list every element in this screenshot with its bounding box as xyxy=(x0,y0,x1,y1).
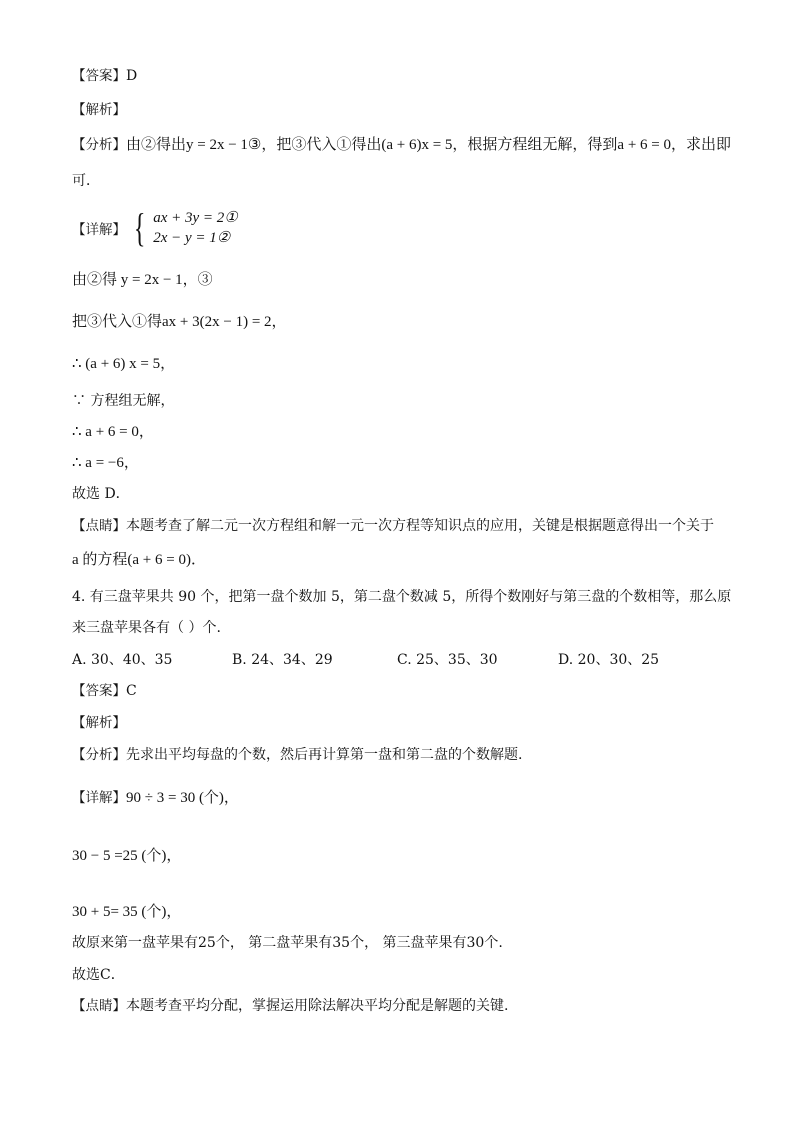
answer-value-q4: C xyxy=(126,683,137,699)
equation-system xyxy=(72,205,238,250)
fenxi-line-q3 xyxy=(72,136,731,154)
detail-tag-q4: 【详解】 xyxy=(72,790,126,806)
detail-line-q4 xyxy=(72,789,239,807)
q4-stem-line2: 来三盘苹果各有（ ）个. xyxy=(72,620,221,636)
analysis-tag-q4: 【解析】 xyxy=(72,715,126,731)
step-7: 故选 D． xyxy=(72,486,130,502)
step-5: ∴ a + 6 = 0， xyxy=(72,424,154,440)
choose: 故选C． xyxy=(72,967,125,983)
option-a: A. 30、40、35 xyxy=(72,652,173,668)
brace-symbol: { xyxy=(133,205,146,250)
q4-stem-line1: 4. 有三盘苹果共 90 个，把第一盘个数加 5，第二盘个数减 5，所得个数刚好与第三盘的个数相等，那么原 xyxy=(72,589,732,605)
fenxi-cont: 可． xyxy=(72,173,100,189)
system-eq2: 2x − y = 1② xyxy=(153,230,231,246)
detail-line3: 30 + 5= 35 (个)， xyxy=(72,904,182,920)
detail-tag: 【详解】 xyxy=(72,222,126,238)
dianjing-line-q4 xyxy=(72,997,508,1015)
option-b: B. 24、34、29 xyxy=(232,652,333,668)
answer-value: D xyxy=(126,68,138,84)
fenxi-text: 由②得出y = 2x − 1③，把③代入①得出(a + 6)x = 5，根据方程组无解，得到a + 6 = 0，求出即 xyxy=(126,137,732,153)
analysis-tag: 【解析】 xyxy=(72,102,126,118)
step-4: ∵ 方程组无解， xyxy=(72,393,175,409)
dianjing-line-q3 xyxy=(72,517,714,535)
dianjing-text: 本题考查了解二元一次方程组和解一元一次方程等知识点的应用，关键是根据题意得出一个关于 xyxy=(126,518,714,534)
step-1: 由②得 y = 2x − 1，③ xyxy=(72,272,213,288)
conclusion: 故原来第一盘苹果有25个， 第二盘苹果有35个， 第三盘苹果有30个. xyxy=(72,935,503,951)
fenxi-line-q4 xyxy=(72,746,522,764)
detail-line2: 30 − 5 =25 (个)， xyxy=(72,848,182,864)
option-c: C. 25、35、30 xyxy=(397,652,498,668)
answer-tag: 【答案】 xyxy=(72,68,126,84)
answer-tag-q4: 【答案】 xyxy=(72,683,126,699)
dianjing-tag-q4: 【点睛】 xyxy=(72,998,126,1014)
fenxi-tag: 【分析】 xyxy=(72,137,126,153)
step-2: 把③代入①得ax + 3(2x − 1) = 2， xyxy=(72,314,287,330)
fenxi-tag-q4: 【分析】 xyxy=(72,747,126,763)
system-eq1: ax + 3y = 2① xyxy=(153,210,238,226)
dianjing-cont: a 的方程(a + 6 = 0)． xyxy=(72,552,206,568)
answer-line-q3 xyxy=(72,67,137,85)
step-3: ∴ (a + 6) x = 5， xyxy=(72,356,176,372)
dianjing-tag: 【点睛】 xyxy=(72,518,126,534)
detail-line1: 90 ÷ 3 = 30 (个)， xyxy=(126,790,239,806)
fenxi-text-q4: 先求出平均每盘的个数，然后再计算第一盘和第二盘的个数解题. xyxy=(126,747,523,763)
dianjing-text-q4: 本题考查平均分配，掌握运用除法解决平均分配是解题的关键. xyxy=(126,998,509,1014)
option-d: D. 20、30、25 xyxy=(558,652,660,668)
step-6: ∴ a = −6， xyxy=(72,455,139,471)
answer-line-q4 xyxy=(72,682,137,700)
